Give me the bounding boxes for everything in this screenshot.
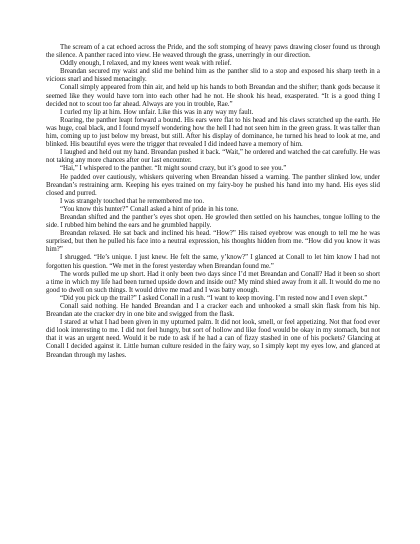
paragraph: “Hai,” I whispered to the panther. “It might sound crazy, but it’s good to see you.” [60, 165, 287, 173]
paragraph: I laughed and held out my hand. Breandan pushed it back. “Wait,” he ordered and watched the cat carefully. He was not taking any more chances after our last encounter. [46, 149, 380, 165]
paragraph: I curled my lip at him. How unfair. Like this was in any way my fault. [60, 108, 254, 116]
paragraph: Breandan secured my waist and slid me behind him as the panther slid to a stop and exposed his sharp teeth in a vicious snarl and hissed menacingly. [46, 68, 380, 84]
paragraph: He padded over cautiously, whiskers quivering when Breandan hissed a warning. The panther slinked low, under Breandan’s restraining arm. Keeping his eyes trained on my fairy-boy he pushed his hand into my hand. His eyes slid closed and purred. [46, 173, 380, 197]
paragraph: The words pulled me up short. Had it only been two days since I’d met Breandan and Conall? Had it been so short a time in which my life had been turned upside down and inside out? My mind shied away from it all. It would do me no good to dwell on such things. It would drive me mad and I was batty enough. [46, 270, 380, 294]
paragraph: I stared at what I had been given in my upturned palm. It did not look, smell, or feel appetizing. Not that food ever did look interesting to me. I did not feel hungry, but sort of hollow and like food would be okay in my stomach, but not that it was an urgent need. Would it be rude to ask if he had a can of fizzy stashed in one of his pockets? Glancing at Conall I decided against it. Little human culture resided in the fairy way, so I simply kept my eyes low, and glanced at Breandan through my lashes. [46, 319, 380, 359]
paragraph: Conall said nothing. He handed Breandan and I a cracker each and unhooked a small skin flask from his hip. Breandan ate the cracker dry in one bite and swigged from the flask. [46, 303, 380, 319]
paragraph: The scream of a cat echoed across the Pride, and the soft stomping of heavy paws drawing closer found us through the silence. A panther raced into view. He weaved through the grass, unerringly in our direction. [46, 44, 380, 60]
paragraph: Breandan shifted and the panther’s eyes shot open. He growled then settled on his haunches, tongue lolling to the side. I rubbed him behind the ears and he grumbled happily. [46, 213, 380, 230]
paragraph: “You know this hunter?” Conall asked a hint of pride in his tone. [60, 205, 239, 213]
paragraph: Breandan relaxed. He sat back and inclined his head. “How?” His raised eyebrow was enough to tell me he was surprised, but then he pulled his face into a neutral expression, his thoughts hidden from me. “How did you know it was him?” [46, 230, 380, 254]
paragraph: Conall simply appeared from thin air, and held up his hands to both Breandan and the shifter; thank gods because it seemed like they would have torn into each other had he not. He shook his head, exasperated. “It is a good thing I decided not to scout too far ahead. Always are you in trouble, Rae.” [46, 84, 380, 108]
paragraph: I shrugged. “He’s unique. I just knew. He felt the same, y’know?” I glanced at Conall to let him know I had not forgotten his question. “We met in the forest yesterday when Breandan found me.” [46, 254, 380, 270]
paragraph: Roaring, the panther leapt forward a bound. His ears were flat to his head and his claws scratched up the earth. He was huge, coal black, and I found myself wondering how the hell I had not seen him in the green grass. It was taller than him, coming up to just below my breast, but still. After his display of dominance, he turned his head to look at me, and blinked. His beautiful eyes were the trigger that revealed I did indeed have a memory of him. [46, 116, 380, 149]
body-text [46, 44, 380, 360]
paragraph: Oddly enough, I relaxed, and my knees went weak with relief. [60, 60, 232, 68]
paragraph: “Did you pick up the trail?” I asked Conall in a rush. “I want to keep moving. I’m rested now and I even slept.” [60, 294, 368, 302]
paragraph: I was strangely touched that he remembered me too. [60, 197, 205, 205]
